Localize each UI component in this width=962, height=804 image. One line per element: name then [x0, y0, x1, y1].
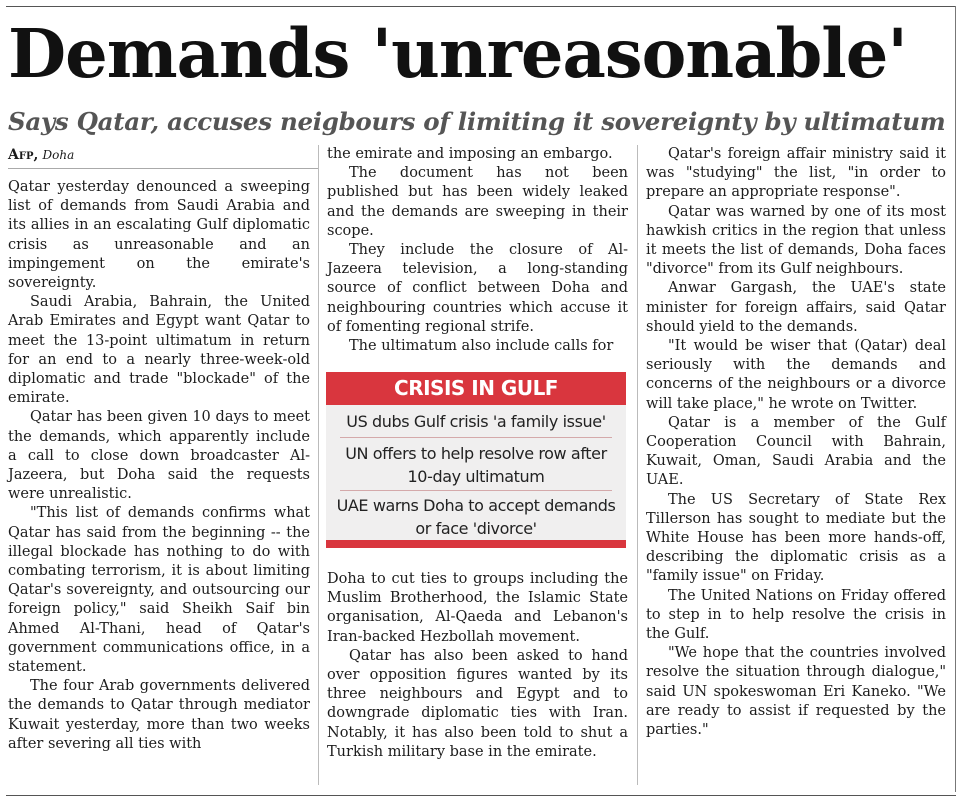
- paragraph: Qatar was warned by one of its most hawkish critics in the region that unless it meets the list of demands, Doha faces "divorce" from its Gulf neighbours.: [646, 203, 946, 278]
- paragraph: They include the closure of Al-Jazeera television, a long-standing source of conflict between Doha and neighbouring countries which accuse it of fomenting regional strife.: [327, 242, 628, 335]
- paragraph: "This list of demands confirms what Qatar has said from the beginning -- the illegal blockade has nothing to do with combating terrorism, it is about limiting Qatar's sovereignty, and outsourcing our foreign policy," said Sheikh Saif bin Ahmed Al-Thani, head of Qatar's government communications office, in a statement.: [8, 505, 310, 676]
- paragraph: Saudi Arabia, Bahrain, the United Arab Emirates and Egypt want Qatar to meet the 13-point ultimatum in return for an end to a nearly three-week-old diplomatic and trade "blockade" of the emirate.: [8, 294, 310, 407]
- byline-agency: Afp,: [8, 147, 39, 163]
- paragraph: The four Arab governments delivered the demands to Qatar through mediator Kuwait yesterday, more than two weeks after severing all ties with: [8, 678, 310, 752]
- panel-headline-item[interactable]: UAE warns Doha to accept demands or face 'divorce': [336, 496, 616, 538]
- paragraph: The document has not been published but has been widely leaked and the demands are sweeping in their scope.: [327, 165, 628, 239]
- panel-headline-item[interactable]: US dubs Gulf crisis 'a family issue': [346, 412, 606, 431]
- headline: Demands 'unreasonable': [8, 14, 907, 93]
- byline: [8, 146, 74, 165]
- column-divider: [637, 145, 638, 785]
- paragraph: Anwar Gargash, the UAE's state minister for foreign affairs, said Qatar should yield to the demands.: [646, 280, 946, 335]
- top-rule: [6, 6, 956, 7]
- paragraph: Doha to cut ties to groups including the Muslim Brotherhood, the Islamic State organisation, Al-Qaeda and Lebanon's Iran-backed Hezbollah movement.: [327, 571, 628, 645]
- article-column-2-bottom: [327, 570, 628, 762]
- paragraph: "It would be wiser that (Qatar) deal seriously with the demands and concerns of the neighbours or a divorce will take place," he wrote on Twitter.: [646, 338, 946, 412]
- paragraph: Qatar has also been asked to hand over opposition figures wanted by its three neighbours and Egypt and to downgrade diplomatic ties with Iran. Notably, it has also been told to shut a Turkish military base in the emirate.: [327, 647, 628, 760]
- bottom-rule: [6, 795, 956, 796]
- paragraph: The ultimatum also include calls for: [349, 338, 614, 355]
- paragraph: The United Nations on Friday offered to step in to help resolve the crisis in the Gulf.: [646, 587, 946, 643]
- paragraph: The US Secretary of State Rex Tillerson has sought to mediate but the White House has been more hands-off, describing the diplomatic crisis as a "family issue" on Friday.: [646, 491, 946, 585]
- column-divider: [318, 145, 319, 785]
- article-column-1: [8, 178, 310, 754]
- byline-place: Doha: [42, 148, 75, 162]
- paragraph: Qatar yesterday denounced a sweeping list of demands from Saudi Arabia and its allies in an escalating Gulf diplomatic crisis as unreasonable and an impingement on the emirate's sovereignty.: [8, 179, 310, 292]
- paragraph: the emirate and imposing an embargo.: [327, 146, 613, 162]
- paragraph: Qatar is a member of the Gulf Cooperation Council with Bahrain, Kuwait, Oman, Saudi Arabia and the UAE.: [646, 414, 946, 489]
- paragraph: Qatar has been given 10 days to meet the demands, which apparently include a call to close down broadcaster Al-Jazeera, but Doha said the requests were unrealistic.: [8, 409, 310, 503]
- right-rule: [955, 6, 956, 792]
- panel-separator: [340, 490, 612, 491]
- article-column-3: [646, 145, 946, 740]
- crisis-in-gulf-panel: [326, 372, 626, 548]
- panel-heading: CRISIS IN GULF: [326, 372, 626, 405]
- paragraph: "We hope that the countries involved resolve the situation through dialogue," said UN spokeswoman Eri Kaneko. "We are ready to assist if requested by the parties.": [646, 645, 946, 739]
- panel-footer-bar: [326, 540, 626, 548]
- panel-headline-item[interactable]: UN offers to help resolve row after 10-day ultimatum: [345, 444, 607, 486]
- paragraph: Qatar's foreign affair ministry said it was "studying" the list, "in order to prepare an appropriate response".: [646, 146, 946, 201]
- panel-separator: [340, 437, 612, 438]
- subheadline: Says Qatar, accuses neigbours of limiting it sovereignty by ultimatum: [8, 107, 946, 136]
- byline-rule: [8, 168, 318, 169]
- article-column-2-top: [327, 145, 628, 356]
